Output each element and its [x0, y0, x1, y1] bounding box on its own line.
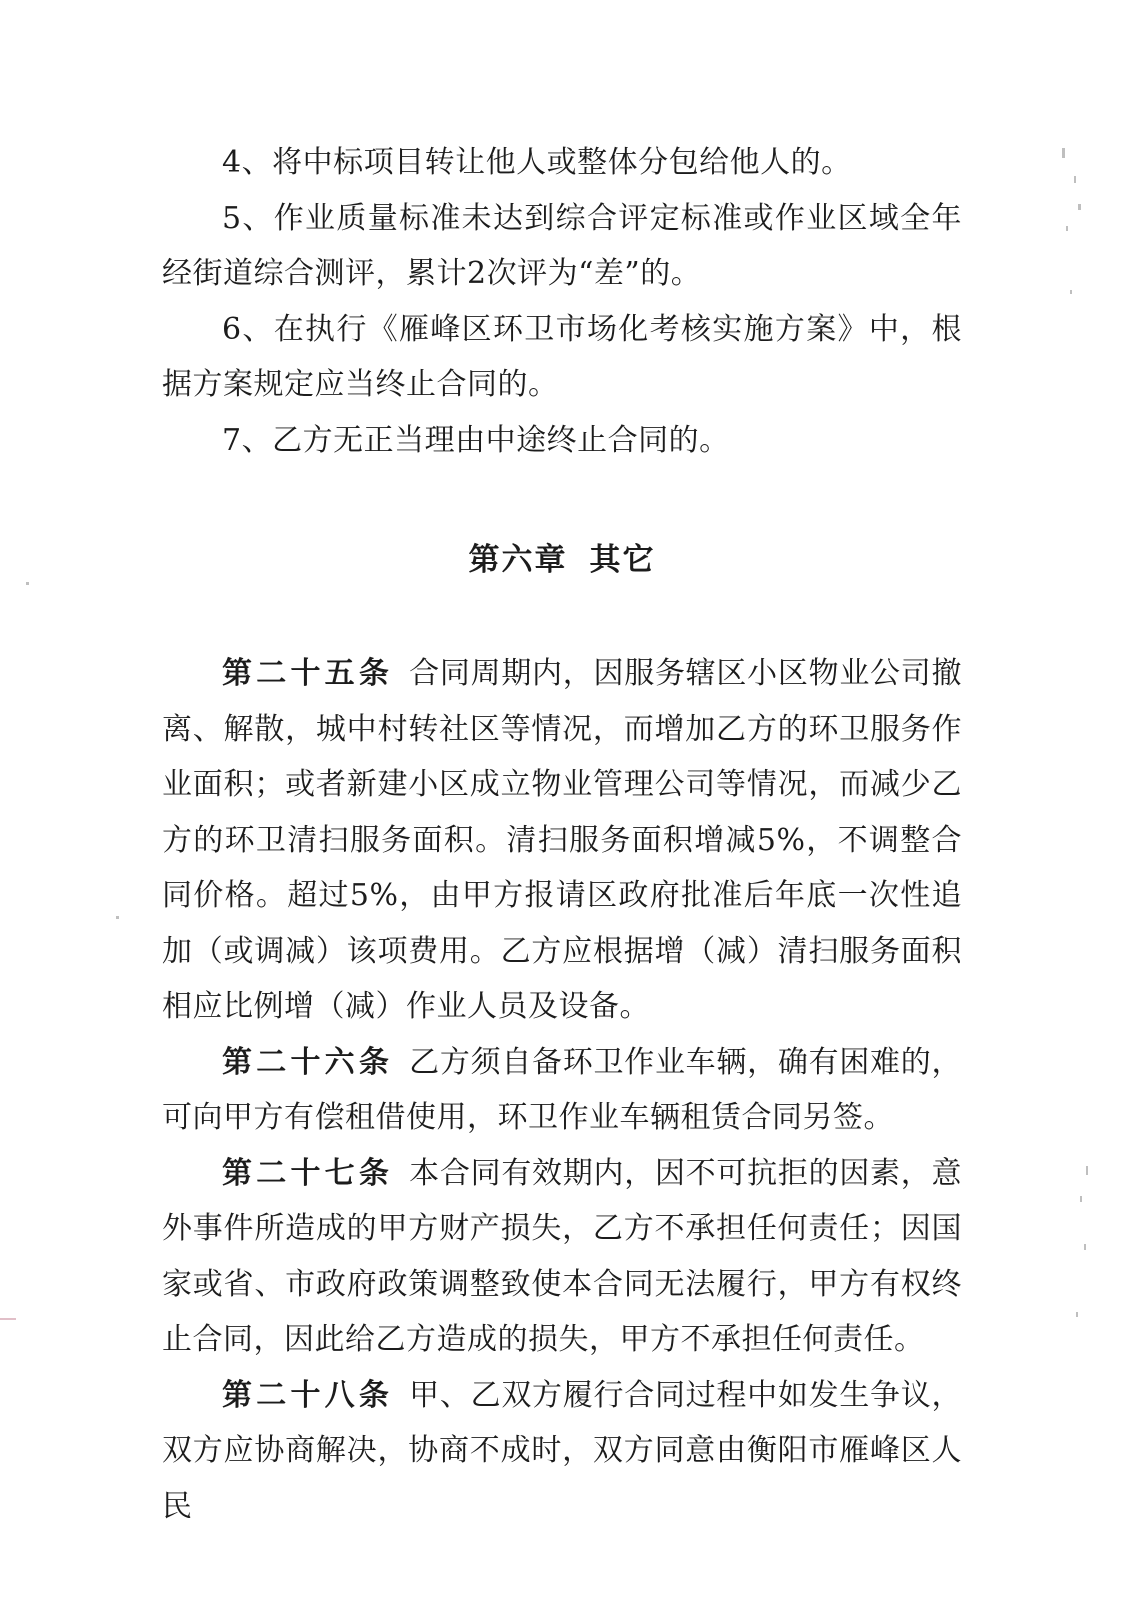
- scan-speck: [0, 1318, 16, 1320]
- chapter-heading: [162, 538, 962, 582]
- article-26: [162, 1035, 962, 1146]
- scan-speck: [1070, 290, 1072, 294]
- scan-speck: [1084, 1244, 1086, 1250]
- article-label: 第二十七条: [222, 1155, 394, 1191]
- article-label: 第二十五条: [222, 656, 394, 691]
- scan-speck: [116, 916, 119, 919]
- article-text: 乙方须自备环卫作业车辆，确有困难的，可向甲方有偿租借使用，环卫作业车辆租赁合同另签。: [162, 1044, 963, 1135]
- article-label: 第二十六条: [222, 1044, 394, 1080]
- scan-speck: [1078, 204, 1081, 210]
- list-item: 4、将中标项目转让他人或整体分包给他人的。: [222, 145, 852, 180]
- list-item: 5、作业质量标准未达到综合评定标准或作业区域全年经街道综合测评，累计2次评为“差”的。: [162, 200, 962, 291]
- list-item: 6、在执行《雁峰区环卫市场化考核实施方案》中，根据方案规定应当终止合同的。: [162, 311, 962, 402]
- chapter-number: 第六章: [468, 542, 568, 578]
- article-label: 第二十八条: [222, 1377, 394, 1413]
- article-text: 本合同有效期内，因不可抗拒的因素，意外事件所造成的甲方财产损失，乙方不承担任何责任；因国家或省、市政府政策调整致使本合同无法履行，甲方有权终止合同，因此给乙方造成的损失，甲方不承担任何责任。: [162, 1155, 963, 1357]
- scan-speck: [1076, 1312, 1078, 1317]
- article-text: 合同周期内，因服务辖区小区物业公司撤离、解散，城中村转社区等情况，而增加乙方的环卫服务作业面积；或者新建小区成立物业管理公司等情况，而减少乙方的环卫清扫服务面积。清扫服务面积增减5%，不调整合同价格。超过5%，由甲方报请区政府批准后年底一次性追加（或调减）该项费用。乙方应根据增（减）清扫服务面积相应比例增（减）作业人员及设备。: [162, 656, 963, 1024]
- document-body: [162, 135, 962, 1534]
- scan-speck: [26, 582, 29, 585]
- scan-speck: [1066, 226, 1068, 231]
- list-item: 7、乙方无正当理由中途终止合同的。: [222, 422, 730, 458]
- chapter-title: 其它: [589, 542, 656, 578]
- scan-speck: [1062, 148, 1065, 158]
- article-text: 甲、乙双方履行合同过程中如发生争议，双方应协商解决，协商不成时，双方同意由衡阳市雁峰区人民: [162, 1377, 963, 1524]
- article-25: [162, 646, 962, 1035]
- scan-speck: [1086, 1166, 1088, 1175]
- scan-speck: [1080, 1196, 1082, 1202]
- article-27: [162, 1146, 962, 1368]
- scan-speck: [1074, 176, 1076, 183]
- article-28: [162, 1368, 962, 1535]
